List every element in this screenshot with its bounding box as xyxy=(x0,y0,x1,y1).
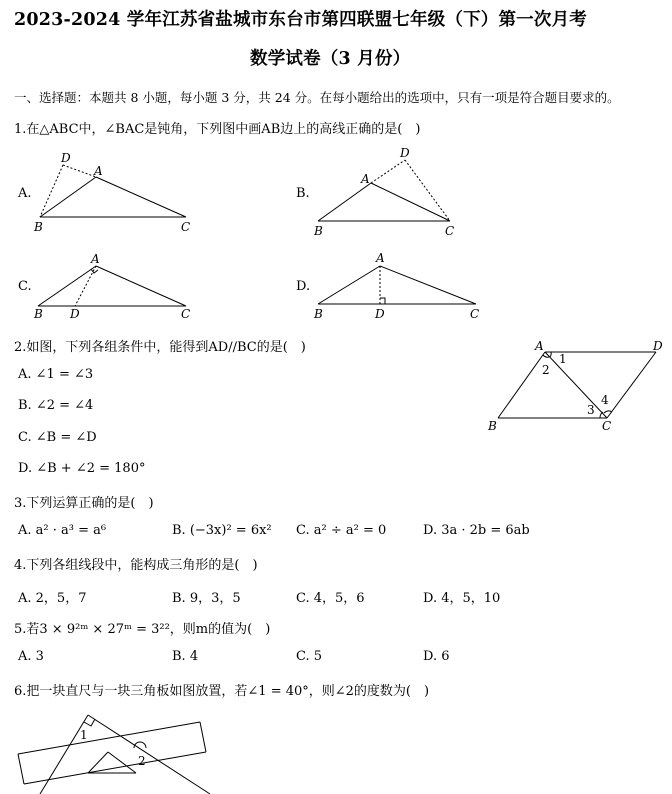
q3-option-b: B. (−3x)² = 6x² xyxy=(172,523,272,538)
q5-option-c: C. 5 xyxy=(296,649,323,664)
q1-option-d-label: D. xyxy=(296,279,311,294)
q1d-label-b: B xyxy=(314,307,323,321)
q1c-label-d: D xyxy=(70,307,80,321)
q1a-label-c: C xyxy=(181,220,191,234)
q1b-label-c: C xyxy=(445,224,455,238)
q6-angle-1: 1 xyxy=(80,728,88,742)
q4-option-d: D. 4，5，10 xyxy=(423,591,501,606)
q3-option-a: A. a² · a³ = a⁶ xyxy=(18,523,107,538)
title-line-1: 2023-2024 学年江苏省盐城市东台市第四联盟七年级（下）第一次月考 xyxy=(14,10,587,30)
q2-angle-3: 3 xyxy=(587,403,595,417)
q3-option-d: D. 3a · 2b = 6ab xyxy=(423,523,530,538)
question-4-stem: 4.下列各组线段中，能构成三角形的是( ) xyxy=(14,558,258,573)
q3-option-c: C. a² ÷ a² = 0 xyxy=(296,523,387,538)
q1d-label-a: A xyxy=(376,251,385,265)
question-3-stem: 3.下列运算正确的是( ) xyxy=(14,496,154,511)
q1c-label-c: C xyxy=(181,307,191,321)
q5-option-b: B. 4 xyxy=(172,649,199,664)
q1b-label-d: D xyxy=(400,146,410,160)
q1d-label-d: D xyxy=(375,307,385,321)
q1c-label-a: A xyxy=(91,252,100,266)
q1-option-b-label: B. xyxy=(296,186,310,201)
question-2-stem: 2.如图，下列各组条件中，能得到AD//BC的是( ) xyxy=(14,340,306,355)
question-1-stem: 1.在△ABC中，∠BAC是钝角，下列图中画AB边上的高线正确的是( ) xyxy=(14,122,421,137)
q6-angle-2: 2 xyxy=(138,754,146,768)
section-header: 一、选择题：本题共 8 小题，每小题 3 分，共 24 分。在每小题给出的选项中，只有一项是符合题目要求的。 xyxy=(14,90,620,105)
q1a-label-a: A xyxy=(94,164,103,178)
q2-label-a: A xyxy=(535,339,544,353)
q1a-label-b: B xyxy=(34,220,43,234)
q5-option-a: A. 3 xyxy=(18,649,44,664)
q2-angle-2: 2 xyxy=(542,363,550,377)
q2-label-d: D xyxy=(653,339,663,353)
q4-option-a: A. 2，5，7 xyxy=(18,591,87,606)
q2-option-c: C. ∠B = ∠D xyxy=(18,430,97,445)
q2-option-a: A. ∠1 = ∠3 xyxy=(18,367,94,382)
q1-option-a-label: A. xyxy=(18,186,32,201)
q2-angle-4: 4 xyxy=(601,393,609,407)
q2-label-b: B xyxy=(488,419,497,433)
q5-option-d: D. 6 xyxy=(423,649,450,664)
question-5-stem: 5.若3 × 9²ᵐ × 27ᵐ = 3²²，则m的值为( ) xyxy=(14,622,271,637)
q4-option-c: C. 4，5，6 xyxy=(296,591,365,606)
q1d-label-c: C xyxy=(470,307,480,321)
q1b-label-a: A xyxy=(361,172,370,186)
q2-angle-1: 1 xyxy=(559,352,567,366)
question-6-stem: 6.把一块直尺与一块三角板如图放置，若∠1 = 40°，则∠2的度数为( ) xyxy=(14,684,430,699)
q4-option-b: B. 9，3，5 xyxy=(172,591,241,606)
title-line-2: 数学试卷（3 月份） xyxy=(250,49,411,69)
q2-label-c: C xyxy=(602,419,612,433)
q2-option-b: B. ∠2 = ∠4 xyxy=(18,398,94,413)
q1b-label-b: B xyxy=(314,224,323,238)
q2-option-d: D. ∠B + ∠2 = 180° xyxy=(18,461,146,476)
q1a-label-d: D xyxy=(61,151,71,165)
q1c-label-b: B xyxy=(34,307,43,321)
q1-option-c-label: C. xyxy=(18,279,32,294)
